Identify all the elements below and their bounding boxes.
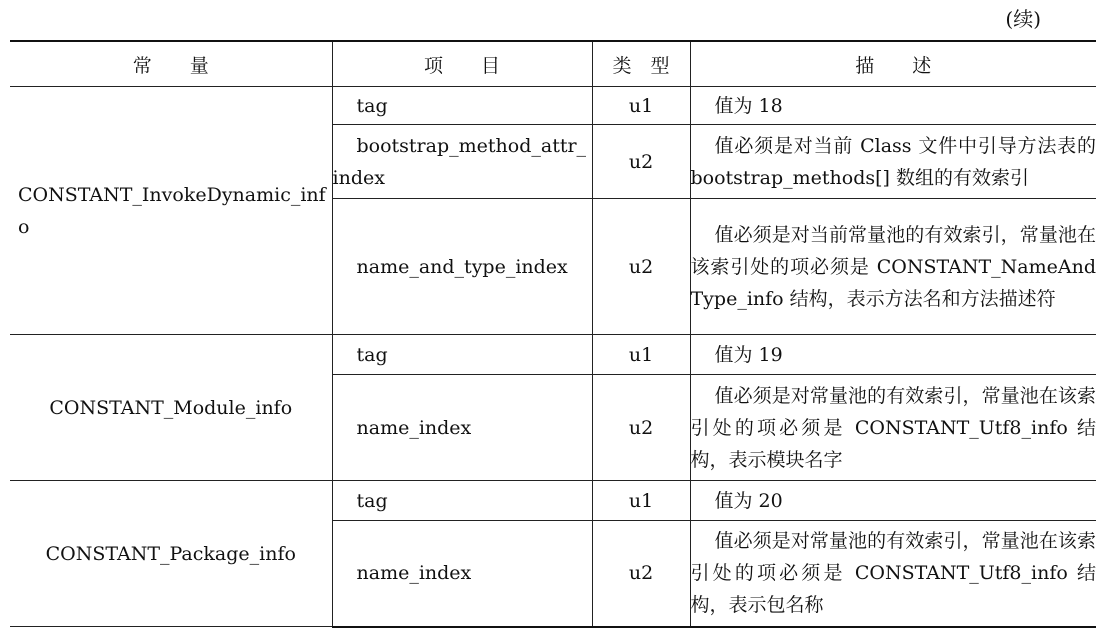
type-cell: u2 bbox=[592, 375, 690, 481]
description-cell bbox=[690, 481, 1096, 521]
description-text: 值必须是对常量池的有效索引，常量池在该索引处的项必须是 CONSTANT_Utf8_info 结构，表示模块名字 bbox=[690, 384, 1096, 471]
table-row bbox=[10, 481, 1096, 521]
type-cell: u1 bbox=[592, 87, 690, 125]
item-cell bbox=[332, 481, 592, 521]
header-type: 类 型 bbox=[592, 41, 690, 87]
item-cell bbox=[332, 87, 592, 125]
description-cell bbox=[690, 335, 1096, 375]
constant-name-cell bbox=[10, 87, 332, 335]
table-row bbox=[10, 335, 1096, 375]
item-cell bbox=[332, 375, 592, 481]
description-text: 值必须是对常量池的有效索引，常量池在该索引处的项必须是 CONSTANT_Utf8_info 结构，表示包名称 bbox=[690, 530, 1096, 617]
description-text: 值为 19 bbox=[714, 343, 783, 366]
description-text: 值必须是对当前常量池的有效索引，常量池在该索引处的项必须是 CONSTANT_NameAndType_info 结构，表示方法名和方法描述符 bbox=[690, 223, 1096, 310]
description-cell bbox=[690, 125, 1096, 199]
header-item: 项 目 bbox=[332, 41, 592, 87]
header-constant: 常 量 bbox=[10, 41, 332, 87]
description-cell bbox=[690, 521, 1096, 627]
item-name: tag bbox=[356, 343, 388, 366]
description-text: 值为 18 bbox=[714, 94, 783, 117]
constant-name-cell bbox=[10, 481, 332, 627]
description-text: 值必须是对当前 Class 文件中引导方法表的 bootstrap_methods[] 数组的有效索引 bbox=[690, 134, 1096, 189]
constant-name-cell bbox=[10, 335, 332, 481]
description-cell bbox=[690, 87, 1096, 125]
description-cell bbox=[690, 375, 1096, 481]
type-cell: u2 bbox=[592, 199, 690, 335]
table-header-row bbox=[10, 41, 1096, 87]
type-cell: u1 bbox=[592, 481, 690, 521]
item-name: tag bbox=[356, 94, 388, 117]
constant-name: CONSTANT_Module_info bbox=[49, 396, 293, 419]
constant-pool-table bbox=[10, 40, 1096, 628]
item-cell bbox=[332, 521, 592, 627]
item-cell bbox=[332, 335, 592, 375]
type-cell: u2 bbox=[592, 125, 690, 199]
item-cell bbox=[332, 199, 592, 335]
description-cell bbox=[690, 199, 1096, 335]
header-description: 描 述 bbox=[690, 41, 1096, 87]
continued-label: (续) bbox=[1005, 7, 1041, 31]
type-cell: u1 bbox=[592, 335, 690, 375]
constant-name: CONSTANT_Package_info bbox=[45, 542, 296, 565]
constant-name: CONSTANT_InvokeDynamic_info bbox=[18, 183, 326, 238]
item-cell bbox=[332, 125, 592, 199]
item-name: name_index bbox=[356, 416, 472, 439]
item-name: tag bbox=[356, 489, 388, 512]
item-name: name_index bbox=[356, 562, 472, 585]
item-name: name_and_type_index bbox=[356, 255, 568, 278]
item-name: bootstrap_method_attr_index bbox=[332, 134, 587, 189]
table-row bbox=[10, 87, 1096, 125]
type-cell: u2 bbox=[592, 521, 690, 627]
description-text: 值为 20 bbox=[714, 489, 783, 512]
